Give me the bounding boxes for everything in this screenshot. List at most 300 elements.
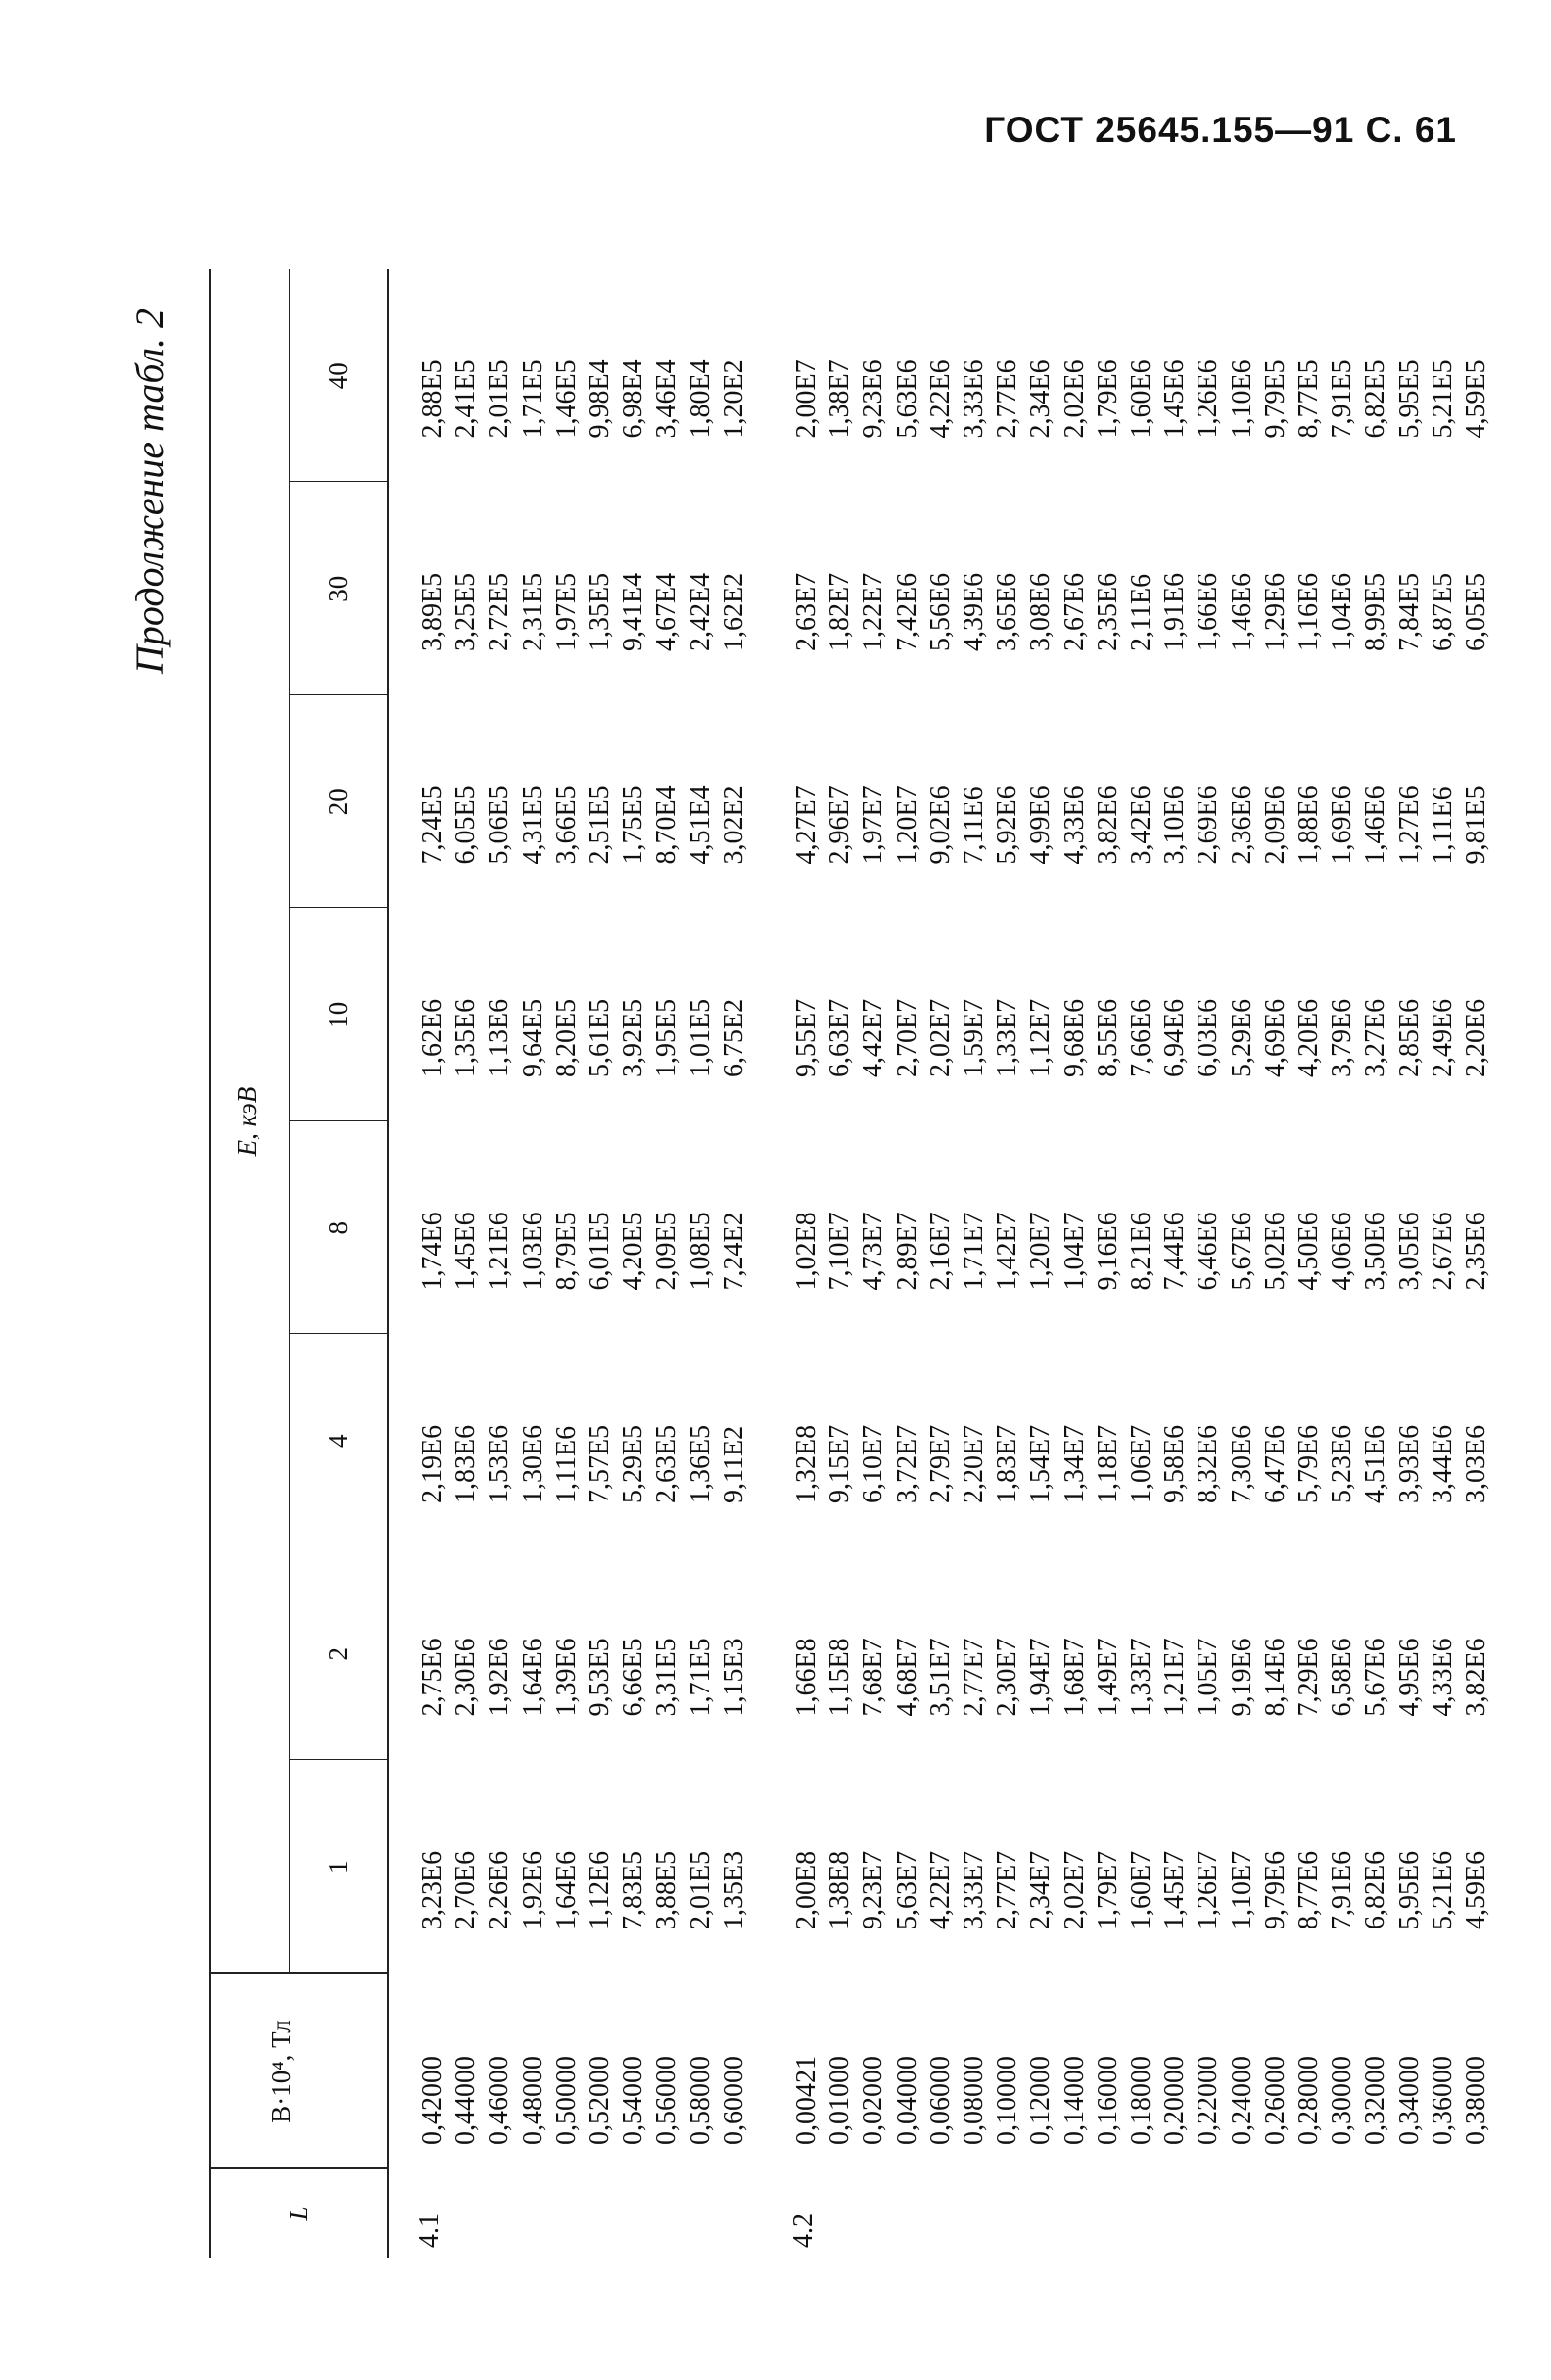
value-cell: 5,63E6 bbox=[891, 359, 922, 439]
b-cell: 0,22000 bbox=[1193, 2056, 1224, 2145]
value-cell: 9,23E7 bbox=[858, 1850, 889, 1929]
value-cell: 2,26E6 bbox=[484, 1850, 515, 1929]
value-cell: 1,11E6 bbox=[1427, 786, 1458, 865]
l-value: 4.1 bbox=[414, 2213, 445, 2248]
value-cell: 2,00E7 bbox=[791, 359, 822, 439]
value-cell: 1,54E7 bbox=[1025, 1424, 1057, 1503]
value-cell: 7,91E6 bbox=[1327, 1850, 1358, 1929]
value-cell: 7,57E5 bbox=[585, 1424, 616, 1503]
value-cell: 2,01E5 bbox=[484, 359, 515, 439]
value-cell: 8,70E4 bbox=[651, 785, 682, 865]
header-energy-40: 40 bbox=[323, 362, 352, 390]
b-cell: 0,58000 bbox=[684, 2056, 716, 2145]
rotated-table-area bbox=[116, 230, 1492, 2287]
value-cell: 3,82E6 bbox=[1092, 785, 1123, 865]
value-cell: 5,06E5 bbox=[484, 785, 515, 865]
value-cell: 1,79E6 bbox=[1092, 359, 1123, 439]
value-cell: 1,60E6 bbox=[1126, 359, 1157, 439]
energy-column-1 bbox=[790, 1851, 1493, 1929]
value-cell: 1,20E7 bbox=[891, 785, 922, 865]
value-cell: 1,91E6 bbox=[1159, 572, 1191, 651]
value-cell: 2,49E6 bbox=[1427, 998, 1458, 1077]
value-cell: 9,55E7 bbox=[791, 998, 822, 1077]
energy-column-10 bbox=[790, 999, 1493, 1077]
value-cell: 7,11E6 bbox=[959, 786, 990, 865]
value-cell: 5,29E6 bbox=[1226, 998, 1257, 1077]
value-cell: 3,33E7 bbox=[959, 1850, 990, 1929]
value-cell: 3,93E6 bbox=[1393, 1424, 1425, 1503]
value-cell: 7,10E7 bbox=[824, 1212, 856, 1291]
value-cell: 1,32E8 bbox=[791, 1424, 822, 1503]
value-cell: 8,77E6 bbox=[1293, 1850, 1325, 1929]
value-cell: 5,02E6 bbox=[1259, 1212, 1291, 1291]
value-cell: 1,35E3 bbox=[718, 1850, 749, 1929]
value-cell: 4,33E6 bbox=[1058, 785, 1090, 865]
value-cell: 6,10E7 bbox=[858, 1424, 889, 1503]
value-cell: 7,44E6 bbox=[1159, 1212, 1191, 1291]
value-cell: 5,23E6 bbox=[1327, 1424, 1358, 1503]
b-cell: 0,48000 bbox=[517, 2056, 548, 2145]
value-cell: 1,20E2 bbox=[718, 359, 749, 439]
value-cell: 1,46E6 bbox=[1226, 572, 1257, 651]
value-cell: 4,42E7 bbox=[858, 998, 889, 1077]
b-cell: 0,32000 bbox=[1360, 2056, 1391, 2145]
header-l: L bbox=[284, 2206, 313, 2221]
value-cell: 9,79E5 bbox=[1259, 359, 1291, 439]
value-cell: 3,33E6 bbox=[959, 359, 990, 439]
value-cell: 1,64E6 bbox=[550, 1850, 582, 1929]
value-cell: 9,02E6 bbox=[924, 785, 956, 865]
value-cell: 1,82E7 bbox=[824, 572, 856, 651]
energy-column-30 bbox=[790, 573, 1493, 651]
value-cell: 4,59E5 bbox=[1461, 359, 1492, 439]
value-cell: 8,79E5 bbox=[550, 1212, 582, 1291]
value-cell: 6,66E5 bbox=[618, 1638, 649, 1717]
value-cell: 6,98E4 bbox=[618, 359, 649, 439]
value-cell: 1,02E8 bbox=[791, 1212, 822, 1291]
value-cell: 1,26E7 bbox=[1193, 1850, 1224, 1929]
value-cell: 1,10E6 bbox=[1226, 359, 1257, 439]
header-energy-4: 4 bbox=[323, 1434, 352, 1448]
value-cell: 4,59E6 bbox=[1461, 1850, 1492, 1929]
value-cell: 8,55E6 bbox=[1092, 998, 1123, 1077]
value-cell: 6,87E5 bbox=[1427, 572, 1458, 651]
value-cell: 1,21E7 bbox=[1159, 1638, 1191, 1717]
value-cell: 8,99E5 bbox=[1360, 572, 1391, 651]
value-cell: 2,79E7 bbox=[924, 1424, 956, 1503]
header-b: B·10⁴, Тл bbox=[266, 2020, 296, 2123]
value-cell: 3,31E5 bbox=[651, 1638, 682, 1717]
value-cell: 4,20E5 bbox=[618, 1212, 649, 1291]
value-cell: 6,05E5 bbox=[1461, 572, 1492, 651]
value-cell: 6,94E6 bbox=[1159, 998, 1191, 1077]
header-energy-10: 10 bbox=[323, 1001, 352, 1028]
value-cell: 2,70E7 bbox=[891, 998, 922, 1077]
value-cell: 6,58E6 bbox=[1327, 1638, 1358, 1717]
value-cell: 2,67E6 bbox=[1058, 572, 1090, 651]
b-cell: 0,38000 bbox=[1461, 2056, 1492, 2145]
value-cell: 1,30E6 bbox=[517, 1424, 548, 1503]
value-cell: 2,31E5 bbox=[517, 572, 548, 651]
value-cell: 2,11E6 bbox=[1126, 573, 1157, 651]
value-cell: 9,53E5 bbox=[585, 1638, 616, 1717]
value-cell: 4,22E6 bbox=[924, 359, 956, 439]
l-value: 4.2 bbox=[788, 2213, 819, 2248]
value-cell: 1,66E6 bbox=[1193, 572, 1224, 651]
value-cell: 1,35E5 bbox=[585, 572, 616, 651]
header-energy-2: 2 bbox=[323, 1647, 352, 1661]
value-cell: 9,15E7 bbox=[824, 1424, 856, 1503]
b-cell: 0,52000 bbox=[585, 2056, 616, 2145]
value-cell: 5,29E5 bbox=[618, 1424, 649, 1503]
value-cell: 3,72E7 bbox=[891, 1424, 922, 1503]
value-cell: 2,70E6 bbox=[450, 1850, 482, 1929]
value-cell: 1,03E6 bbox=[517, 1212, 548, 1291]
value-cell: 2,77E7 bbox=[992, 1850, 1023, 1929]
b-cell: 0,18000 bbox=[1126, 2056, 1157, 2145]
value-cell: 2,02E7 bbox=[1058, 1850, 1090, 1929]
value-cell: 4,99E6 bbox=[1025, 785, 1057, 865]
b-cell: 0,44000 bbox=[450, 2056, 482, 2145]
value-cell: 1,69E6 bbox=[1327, 785, 1358, 865]
value-cell: 5,61E5 bbox=[585, 998, 616, 1077]
value-cell: 2,51E5 bbox=[585, 785, 616, 865]
value-cell: 3,51E7 bbox=[924, 1638, 956, 1717]
value-cell: 1,66E8 bbox=[791, 1638, 822, 1717]
value-cell: 6,05E5 bbox=[450, 785, 482, 865]
value-cell: 2,00E8 bbox=[791, 1850, 822, 1929]
value-cell: 2,01E5 bbox=[684, 1850, 716, 1929]
value-cell: 1,42E7 bbox=[992, 1212, 1023, 1291]
value-cell: 4,20E6 bbox=[1293, 998, 1325, 1077]
page-header: ГОСТ 25645.155—91 С. 61 bbox=[984, 110, 1457, 150]
value-cell: 4,31E5 bbox=[517, 785, 548, 865]
value-cell: 2,72E5 bbox=[484, 572, 515, 651]
value-cell: 1,34E7 bbox=[1058, 1424, 1090, 1503]
value-cell: 1,92E6 bbox=[484, 1638, 515, 1717]
value-cell: 2,77E6 bbox=[992, 359, 1023, 439]
b-cell: 0,01000 bbox=[824, 2056, 856, 2145]
b-cell: 0,10000 bbox=[992, 2056, 1023, 2145]
data-table bbox=[209, 269, 1492, 2258]
b-cell: 0,06000 bbox=[924, 2056, 956, 2145]
value-cell: 1,38E8 bbox=[824, 1850, 856, 1929]
value-cell: 9,58E6 bbox=[1159, 1424, 1191, 1503]
value-cell: 5,56E6 bbox=[924, 572, 956, 651]
value-cell: 2,67E6 bbox=[1427, 1212, 1458, 1291]
energy-column-20 bbox=[416, 785, 751, 864]
value-cell: 2,36E6 bbox=[1226, 785, 1257, 865]
value-cell: 1,13E6 bbox=[484, 998, 515, 1077]
value-cell: 2,96E7 bbox=[824, 785, 856, 865]
header-energy: E, кэВ bbox=[232, 1086, 261, 1157]
value-cell: 1,06E7 bbox=[1126, 1424, 1157, 1503]
value-cell: 3,50E6 bbox=[1360, 1212, 1391, 1291]
value-cell: 3,42E6 bbox=[1126, 785, 1157, 865]
energy-column-1 bbox=[416, 1851, 751, 1929]
value-cell: 9,68E6 bbox=[1058, 998, 1090, 1077]
energy-column-10 bbox=[416, 999, 751, 1077]
value-cell: 4,51E6 bbox=[1360, 1424, 1391, 1503]
value-cell: 1,46E6 bbox=[1360, 785, 1391, 865]
value-cell: 7,68E7 bbox=[858, 1638, 889, 1717]
value-cell: 1,62E6 bbox=[417, 998, 447, 1077]
value-cell: 1,05E7 bbox=[1193, 1638, 1224, 1717]
value-cell: 1,33E7 bbox=[992, 998, 1023, 1077]
value-cell: 1,26E6 bbox=[1193, 359, 1224, 439]
value-cell: 1,95E5 bbox=[651, 998, 682, 1077]
value-cell: 3,44E6 bbox=[1427, 1424, 1458, 1503]
energy-column-8 bbox=[416, 1212, 751, 1290]
value-cell: 4,73E7 bbox=[858, 1212, 889, 1291]
value-cell: 1,16E6 bbox=[1293, 572, 1325, 651]
value-cell: 1,68E7 bbox=[1058, 1638, 1090, 1717]
value-cell: 5,21E5 bbox=[1427, 359, 1458, 439]
value-cell: 2,02E6 bbox=[1058, 359, 1090, 439]
value-cell: 2,09E5 bbox=[651, 1212, 682, 1291]
b-cell: 0,02000 bbox=[858, 2056, 889, 2145]
b-cell: 0,28000 bbox=[1293, 2056, 1325, 2145]
value-cell: 1,22E7 bbox=[858, 572, 889, 651]
value-cell: 9,11E2 bbox=[718, 1425, 749, 1503]
b-cell: 0,60000 bbox=[718, 2056, 749, 2145]
value-cell: 3,08E6 bbox=[1025, 572, 1057, 651]
value-cell: 9,81E5 bbox=[1461, 785, 1492, 865]
value-cell: 1,27E6 bbox=[1393, 785, 1425, 865]
value-cell: 4,27E7 bbox=[791, 785, 822, 865]
value-cell: 1,83E7 bbox=[992, 1424, 1023, 1503]
value-cell: 2,69E6 bbox=[1193, 785, 1224, 865]
value-cell: 4,06E6 bbox=[1327, 1212, 1358, 1291]
value-cell: 3,79E6 bbox=[1327, 998, 1358, 1077]
value-cell: 8,14E6 bbox=[1259, 1638, 1291, 1717]
value-cell: 9,16E6 bbox=[1092, 1212, 1123, 1291]
value-cell: 1,33E7 bbox=[1126, 1638, 1157, 1717]
b-cell: 0,42000 bbox=[417, 2056, 447, 2145]
b-cell: 0,04000 bbox=[891, 2056, 922, 2145]
value-cell: 1,49E7 bbox=[1092, 1638, 1123, 1717]
value-cell: 1,53E6 bbox=[484, 1424, 515, 1503]
value-cell: 4,69E6 bbox=[1259, 998, 1291, 1077]
value-cell: 1,46E5 bbox=[550, 359, 582, 439]
value-cell: 3,82E6 bbox=[1461, 1638, 1492, 1717]
value-cell: 7,91E5 bbox=[1327, 359, 1358, 439]
value-cell: 4,22E7 bbox=[924, 1850, 956, 1929]
value-cell: 2,30E6 bbox=[450, 1638, 482, 1717]
value-cell: 9,23E6 bbox=[858, 359, 889, 439]
value-cell: 1,62E2 bbox=[718, 572, 749, 651]
value-cell: 9,19E6 bbox=[1226, 1638, 1257, 1717]
value-cell: 5,79E6 bbox=[1293, 1424, 1325, 1503]
value-cell: 1,83E6 bbox=[450, 1424, 482, 1503]
value-cell: 9,98E4 bbox=[585, 359, 616, 439]
energy-column-2 bbox=[416, 1638, 751, 1716]
value-cell: 1,39E6 bbox=[550, 1638, 582, 1717]
value-cell: 2,34E7 bbox=[1025, 1850, 1057, 1929]
value-cell: 2,30E7 bbox=[992, 1638, 1023, 1717]
value-cell: 3,25E5 bbox=[450, 572, 482, 651]
value-cell: 5,95E6 bbox=[1393, 1850, 1425, 1929]
value-cell: 2,35E6 bbox=[1461, 1212, 1492, 1291]
value-cell: 5,95E5 bbox=[1393, 359, 1425, 439]
value-cell: 2,63E7 bbox=[791, 572, 822, 651]
value-cell: 1,36E5 bbox=[684, 1424, 716, 1503]
value-cell: 2,89E7 bbox=[891, 1212, 922, 1291]
value-cell: 1,21E6 bbox=[484, 1212, 515, 1291]
value-cell: 1,38E7 bbox=[824, 359, 856, 439]
value-cell: 1,45E6 bbox=[1159, 359, 1191, 439]
b-cell: 0,26000 bbox=[1259, 2056, 1291, 2145]
value-cell: 2,85E6 bbox=[1393, 998, 1425, 1077]
value-cell: 6,01E5 bbox=[585, 1212, 616, 1291]
value-cell: 3,66E5 bbox=[550, 785, 582, 865]
value-cell: 9,41E4 bbox=[618, 572, 649, 651]
value-cell: 1,71E5 bbox=[517, 359, 548, 439]
value-cell: 3,46E4 bbox=[651, 359, 682, 439]
value-cell: 8,20E5 bbox=[550, 998, 582, 1077]
value-cell: 6,82E6 bbox=[1360, 1850, 1391, 1929]
b-cell: 0,24000 bbox=[1226, 2056, 1257, 2145]
value-cell: 1,75E5 bbox=[618, 785, 649, 865]
value-cell: 6,82E5 bbox=[1360, 359, 1391, 439]
value-cell: 7,30E6 bbox=[1226, 1424, 1257, 1503]
value-cell: 1,10E7 bbox=[1226, 1850, 1257, 1929]
header-energy-8: 8 bbox=[323, 1221, 352, 1235]
energy-column-20 bbox=[790, 785, 1493, 864]
b-cell: 0,46000 bbox=[484, 2056, 515, 2145]
value-cell: 1,71E5 bbox=[684, 1638, 716, 1717]
value-cell: 3,10E6 bbox=[1159, 785, 1191, 865]
value-cell: 1,64E6 bbox=[517, 1638, 548, 1717]
value-cell: 3,65E6 bbox=[992, 572, 1023, 651]
header-energy-20: 20 bbox=[323, 788, 352, 816]
b-values bbox=[790, 2056, 1493, 2145]
header-energy-30: 30 bbox=[323, 575, 352, 602]
value-cell: 2,41E5 bbox=[450, 359, 482, 439]
value-cell: 3,05E6 bbox=[1393, 1212, 1425, 1291]
value-cell: 4,68E7 bbox=[891, 1638, 922, 1717]
value-cell: 1,97E7 bbox=[858, 785, 889, 865]
value-cell: 1,80E4 bbox=[684, 359, 716, 439]
value-cell: 8,32E6 bbox=[1193, 1424, 1224, 1503]
value-cell: 1,29E6 bbox=[1259, 572, 1291, 651]
value-cell: 2,09E6 bbox=[1259, 785, 1291, 865]
value-cell: 1,15E3 bbox=[718, 1638, 749, 1717]
b-cell: 0,00421 bbox=[791, 2056, 822, 2145]
energy-column-40 bbox=[790, 359, 1493, 438]
value-cell: 7,84E5 bbox=[1393, 572, 1425, 651]
energy-column-4 bbox=[790, 1425, 1493, 1503]
value-cell: 1,59E7 bbox=[959, 998, 990, 1077]
value-cell: 1,12E7 bbox=[1025, 998, 1057, 1077]
value-cell: 3,03E6 bbox=[1461, 1424, 1492, 1503]
value-cell: 2,16E7 bbox=[924, 1212, 956, 1291]
energy-column-8 bbox=[790, 1212, 1493, 1290]
value-cell: 6,75E2 bbox=[718, 998, 749, 1077]
b-cell: 0,50000 bbox=[550, 2056, 582, 2145]
value-cell: 2,42E4 bbox=[684, 572, 716, 651]
header-divider bbox=[387, 269, 389, 2258]
energy-column-4 bbox=[416, 1425, 751, 1503]
b-cell: 0,16000 bbox=[1092, 2056, 1123, 2145]
value-cell: 6,47E6 bbox=[1259, 1424, 1291, 1503]
value-cell: 4,33E6 bbox=[1427, 1638, 1458, 1717]
value-cell: 7,24E2 bbox=[718, 1212, 749, 1291]
b-cell: 0,14000 bbox=[1058, 2056, 1090, 2145]
value-cell: 8,77E5 bbox=[1293, 359, 1325, 439]
b-cell: 0,56000 bbox=[651, 2056, 682, 2145]
value-cell: 4,51E4 bbox=[684, 785, 716, 865]
value-cell: 5,63E7 bbox=[891, 1850, 922, 1929]
value-cell: 6,03E6 bbox=[1193, 998, 1224, 1077]
value-cell: 6,63E7 bbox=[824, 998, 856, 1077]
value-cell: 1,94E7 bbox=[1025, 1638, 1057, 1717]
value-cell: 3,27E6 bbox=[1360, 998, 1391, 1077]
b-cell: 0,12000 bbox=[1025, 2056, 1057, 2145]
value-cell: 1,45E6 bbox=[450, 1212, 482, 1291]
value-cell: 2,19E6 bbox=[417, 1424, 447, 1503]
b-cell: 0,20000 bbox=[1159, 2056, 1191, 2145]
b-values bbox=[416, 2056, 751, 2145]
energy-column-2 bbox=[790, 1638, 1493, 1716]
b-cell: 0,36000 bbox=[1427, 2056, 1458, 2145]
value-cell: 8,21E6 bbox=[1126, 1212, 1157, 1291]
value-cell: 1,01E5 bbox=[684, 998, 716, 1077]
value-cell: 1,97E5 bbox=[550, 572, 582, 651]
value-cell: 4,39E6 bbox=[959, 572, 990, 651]
value-cell: 2,34E6 bbox=[1025, 359, 1057, 439]
header-energy-1: 1 bbox=[323, 1860, 352, 1874]
value-cell: 1,79E7 bbox=[1092, 1850, 1123, 1929]
value-cell: 1,35E6 bbox=[450, 998, 482, 1077]
value-cell: 2,02E7 bbox=[924, 998, 956, 1077]
value-cell: 2,63E5 bbox=[651, 1424, 682, 1503]
value-cell: 1,08E5 bbox=[684, 1212, 716, 1291]
value-cell: 7,42E6 bbox=[891, 572, 922, 651]
value-cell: 4,50E6 bbox=[1293, 1212, 1325, 1291]
value-cell: 4,67E4 bbox=[651, 572, 682, 651]
b-cell: 0,30000 bbox=[1327, 2056, 1358, 2145]
value-cell: 1,15E8 bbox=[824, 1638, 856, 1717]
value-cell: 2,20E7 bbox=[959, 1424, 990, 1503]
value-cell: 2,75E6 bbox=[417, 1638, 447, 1717]
b-cell: 0,34000 bbox=[1393, 2056, 1425, 2145]
value-cell: 1,20E7 bbox=[1025, 1212, 1057, 1291]
value-cell: 1,11E6 bbox=[550, 1425, 582, 1503]
value-cell: 3,23E6 bbox=[417, 1850, 447, 1929]
table-caption: Продолжение табл. 2 bbox=[127, 309, 171, 675]
b-cell: 0,08000 bbox=[959, 2056, 990, 2145]
value-cell: 9,79E6 bbox=[1259, 1850, 1291, 1929]
value-cell: 1,88E6 bbox=[1293, 785, 1325, 865]
energy-divider bbox=[289, 269, 290, 1974]
value-cell: 3,89E5 bbox=[417, 572, 447, 651]
value-cell: 7,24E5 bbox=[417, 785, 447, 865]
value-cell: 5,67E6 bbox=[1226, 1212, 1257, 1291]
value-cell: 7,29E6 bbox=[1293, 1638, 1325, 1717]
value-cell: 5,21E6 bbox=[1427, 1850, 1458, 1929]
value-cell: 3,88E5 bbox=[651, 1850, 682, 1929]
value-cell: 3,92E5 bbox=[618, 998, 649, 1077]
value-cell: 1,04E6 bbox=[1327, 572, 1358, 651]
value-cell: 1,92E6 bbox=[517, 1850, 548, 1929]
value-cell: 1,12E6 bbox=[585, 1850, 616, 1929]
value-cell: 3,02E2 bbox=[718, 785, 749, 865]
value-cell: 1,60E7 bbox=[1126, 1850, 1157, 1929]
value-cell: 5,92E6 bbox=[992, 785, 1023, 865]
value-cell: 7,66E6 bbox=[1126, 998, 1157, 1077]
value-cell: 2,88E5 bbox=[417, 359, 447, 439]
